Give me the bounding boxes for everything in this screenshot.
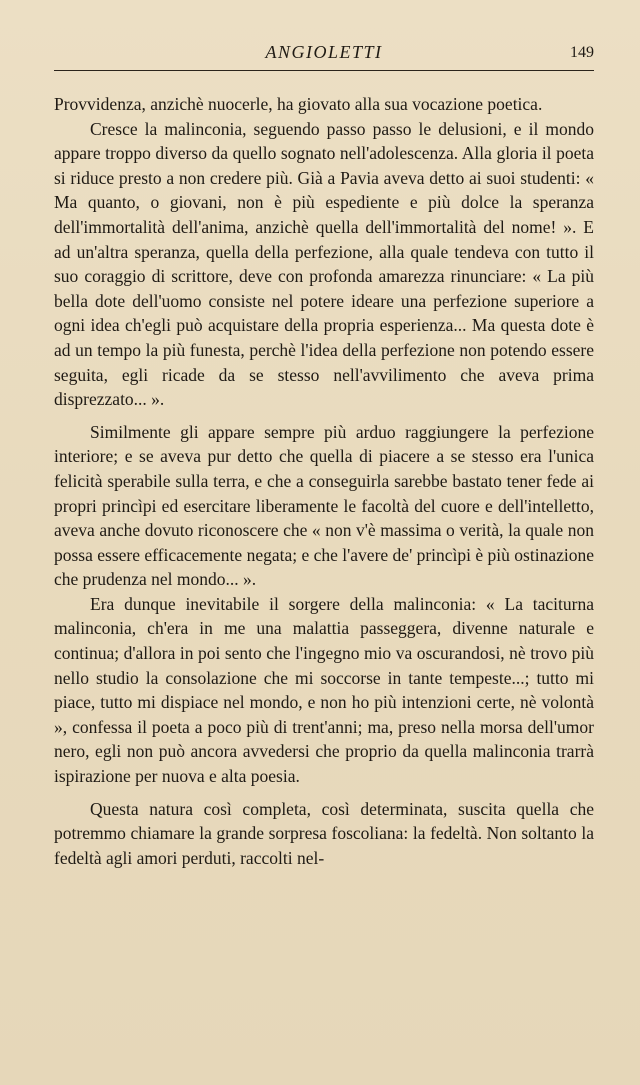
running-head-title: ANGIOLETTI (265, 42, 383, 62)
paragraph: Similmente gli appare sempre più arduo raggiungere la perfezione interiore; e se aveva pur detto che quella di piacere a se stesso era l'unica felicità sperabile sulla terra, e che a conseguirla sarebbe bastato tener fede ai propri princìpi ed esercitare liberamente le facoltà del cuore e dell'intelletto, aveva anche dovuto riconoscere che « non v'è massima o verità, la quale non possa essere efficacemente negata; e che l'avere de' princìpi è più ostinazione che prudenza nel mondo... ». (54, 421, 594, 590)
page-number: 149 (570, 44, 594, 61)
paragraph: Cresce la malinconia, seguendo passo passo le delusioni, e il mondo appare troppo diverso da quello sognato nell'adolescenza. Alla gloria il poeta si riduce presto a non credere più. Già a Pavia aveva detto ai suoi studenti: « Ma quanto, o giovani, non è più espediente e più dolce la speranza dell'immortalità dell'anima, anzichè quella dell'immortalità del nome! ». E ad un'altra speranza, quella della perfezione, alla quale tendeva con tutto il suo coraggio di scrittore, deve con profonda amarezza rinunciare: « La più bella dote dell'uomo consiste nel potere ideare una perfezione superiore a ogni idea ch'egli può acquistare della propria esperienza... Ma questa dote è ad un tempo la più funesta, perchè l'idea della perfezione non potendo essere seguita, egli ricade da se stesso nell'avvilimento che aveva prima disprezzato... ». (54, 118, 594, 410)
running-head (54, 40, 594, 70)
paragraph: Era dunque inevitabile il sorgere della malinconia: « La taciturna malinconia, ch'era in me una malattia passeggera, divenne naturale e continua; d'allora in poi sento che l'ingegno mio va oscurandosi, nè trovo più nello studio la consolazione che mi soccorse in tante tempeste...; tutto mi piace, tutto mi dispiace nel mondo, e non ho più intenzioni certe, nè volontà », confessa il poeta a poco più di trent'anni; ma, preso nella morsa dell'umor nero, egli non può ancora avvedersi che proprio da quella malinconia trarrà ispirazione per nuova e alta poesia. (54, 593, 594, 787)
paragraph: Questa natura così completa, così determinata, suscita quella che potremmo chiamare la grande sorpresa foscoliana: la fedeltà. Non soltanto la fedeltà agli amori perduti, raccolti nel- (54, 798, 594, 868)
header-rule (54, 70, 594, 71)
paragraph-continued: Provvidenza, anzichè nuocerle, ha giovato alla sua vocazione poetica. (54, 94, 543, 114)
body-text (54, 92, 594, 870)
